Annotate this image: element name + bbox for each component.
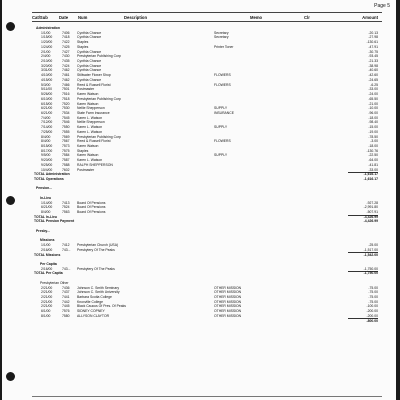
total-label: TOTAL In-Lieu [34, 214, 57, 219]
txn-description: Knoxville College [77, 299, 104, 304]
txn-amount: -20.13 [368, 30, 378, 35]
txn-amount: -24.65 [368, 77, 378, 82]
txn-description: Presbyterian Publishing Corp [77, 54, 121, 59]
txn-num: 7550 [62, 125, 70, 130]
txn-date: 2/1/00 [41, 49, 51, 54]
txn-memo: SUPPLY [214, 125, 228, 130]
txn-date: 2/16/00 [41, 247, 53, 252]
txn-amount: -75.00 [368, 294, 378, 299]
txn-description: Postmaster [77, 167, 95, 172]
txn-date: 7/25/00 [41, 129, 53, 134]
txn-amount: -15.00 [368, 125, 378, 130]
txn-num: 743... [62, 266, 71, 271]
txn-amount: -38.98 [368, 63, 378, 68]
txn-num: 7563 [62, 210, 70, 215]
txn-amount: -40.60 [368, 68, 378, 73]
txn-description: Cynthia Chance [77, 63, 102, 68]
txn-date: 6/10/00 [41, 96, 53, 101]
txn-date: 6/21/00 [41, 205, 53, 210]
total-row [2, 319, 396, 324]
txn-num: 7518 [62, 96, 70, 101]
txn-num: 7412 [62, 243, 70, 248]
txn-date: 3/20/00 [41, 63, 53, 68]
txn-amount: -200.00 [366, 309, 378, 314]
txn-description: Karen Watson [77, 101, 99, 106]
txn-amount: -200.00 [366, 313, 378, 318]
txn-amount: -927.28 [366, 200, 378, 205]
txn-num: 7546 [62, 120, 70, 125]
txn-memo: Secretary [214, 35, 229, 40]
txn-description: Postmaster [77, 87, 95, 92]
txn-amount: -19.00 [368, 129, 378, 134]
txn-date: 1/20/00 [41, 40, 53, 45]
column-header [32, 12, 382, 22]
txn-date: 8/17/00 [41, 148, 53, 153]
txn-description: Cynthia Chance [77, 35, 102, 40]
txn-date: 8/4/00 [41, 139, 51, 144]
txn-description: Cynthia Chance [77, 59, 102, 64]
txn-description: Staples [77, 148, 89, 153]
txn-date: 6/15/00 [41, 101, 53, 106]
header-amount: Amount [362, 14, 378, 20]
txn-num: 743... [62, 247, 71, 252]
txn-amount: -65.50 [368, 96, 378, 101]
txn-description: Black Caucus Of Pres. Of Peaks [77, 304, 126, 309]
total-label: TOTAL Per Capita [34, 271, 63, 276]
txn-amount: -100.00 [366, 304, 378, 309]
category-label: Pension... [36, 186, 53, 191]
txn-num: 7435 [62, 59, 70, 64]
txn-date: 2/21/00 [41, 299, 53, 304]
txn-num: 7576 [62, 309, 70, 314]
total-amount: -4,426.99 [363, 219, 378, 224]
header-clr: Clr [304, 14, 310, 20]
txn-amount: -27.98 [368, 35, 378, 40]
txn-description: Karen L. Watson [77, 115, 103, 120]
txn-amount: -30.75 [368, 49, 378, 54]
txn-amount: -41.81 [368, 162, 378, 167]
txn-description: Karen Watson [77, 92, 99, 97]
txn-amount: -75.00 [368, 285, 378, 290]
txn-amount: -2,991.80 [363, 205, 378, 210]
txn-num: 7584 [62, 153, 70, 158]
txn-description: Presbyterian Publishing Corp [77, 134, 121, 139]
txn-num: 7442 [62, 299, 70, 304]
txn-memo: OTHER MISSION [214, 313, 242, 318]
txn-description: Presbytery Of The Peaks [77, 247, 115, 252]
txn-num: 7534 [62, 110, 70, 115]
txn-description: Staples [77, 40, 89, 45]
txn-date: 5/3/00 [41, 82, 51, 87]
txn-amount: -33.00 [368, 167, 378, 172]
txn-date: 6/1/00 [41, 309, 51, 314]
txn-memo: Secretary [214, 30, 229, 35]
txn-memo: Printer Toner [214, 44, 234, 49]
txn-description: Karen L. Watson [77, 129, 103, 134]
txn-description: Cynthia Chance [77, 68, 102, 73]
txn-date: 6/21/00 [41, 106, 53, 111]
txn-amount: -25.00 [368, 243, 378, 248]
txn-memo: FLOWERS [214, 73, 231, 78]
header-description: Description [124, 14, 148, 20]
txn-date: 2/21/00 [41, 304, 53, 309]
txn-amount: -1,750.00 [363, 266, 378, 271]
txn-num: 7461 [62, 73, 70, 78]
txn-description: Cynthia Chance [77, 49, 102, 54]
txn-amount: -64.00 [368, 158, 378, 163]
txn-num: 7462 [62, 68, 70, 73]
txn-num: 7437 [62, 290, 70, 295]
subcategory-label: Per Capita [40, 261, 57, 266]
txn-num: 7427 [62, 49, 70, 54]
txn-date: 1/15/00 [41, 35, 53, 40]
txn-num: 7441 [62, 294, 70, 299]
txn-description: Johnson C. Smith Seminary [77, 285, 120, 290]
txn-description: SIDNEY COPNEY [77, 309, 105, 314]
txn-amount: -18.00 [368, 143, 378, 148]
txn-num: 7418 [62, 35, 70, 40]
txn-amount: -10.00 [368, 106, 378, 111]
subcategory-label: In-Lieu [40, 195, 52, 200]
txn-amount: -24.00 [368, 92, 378, 97]
txn-date: 5/11/00 [41, 87, 53, 92]
page-number: Page 5 [374, 3, 390, 9]
txn-description: State Farm Insurance [77, 110, 110, 115]
txn-num: 7569 [62, 134, 70, 139]
category-label: Presby... [36, 228, 50, 233]
txn-description: ALLYSON CLAYTOR [77, 313, 110, 318]
txn-date: 8/4/00 [41, 134, 51, 139]
txn-date: 2/21/00 [41, 290, 53, 295]
txn-num: 7425 [62, 44, 70, 49]
txn-num: 7516 [62, 92, 70, 97]
txn-amount: -47.91 [368, 44, 378, 49]
txn-description: Staples [77, 44, 89, 49]
txn-memo: OTHER MISSION [214, 294, 242, 299]
txn-date: 1/1/00 [41, 30, 51, 35]
total-amount: -1,616.17 [363, 172, 378, 177]
total-amount: -1,616.17 [363, 177, 378, 181]
txn-amount: -507.91 [366, 210, 378, 215]
txn-num: 7575 [62, 148, 70, 153]
total-label: TOTAL Administration [34, 172, 70, 177]
txn-date: 5/26/00 [41, 92, 53, 97]
txn-amount: -96.00 [368, 110, 378, 115]
txn-date: 6/21/00 [41, 110, 53, 115]
txn-date: 2/4/00 [41, 54, 51, 59]
txn-num: 7445 [62, 304, 70, 309]
txn-date: 7/14/00 [41, 125, 53, 130]
txn-description: Presbyterian Publishing Corp [77, 96, 121, 101]
total-amount: -1,750.00 [363, 271, 378, 276]
category-label: Administration [36, 26, 60, 30]
txn-memo: OTHER MISSION [214, 290, 242, 295]
txn-amount: -18.00 [368, 115, 378, 120]
txn-memo: OTHER MISSION [214, 309, 242, 314]
txn-amount: -93.45 [368, 54, 378, 59]
txn-amount: -98.40 [368, 120, 378, 125]
txn-num: 7573 [62, 143, 70, 148]
txn-description: Presbytery Of The Peaks [77, 266, 115, 271]
txn-memo: OTHER MISSION [214, 304, 242, 309]
txn-date: 2/10/00 [41, 59, 53, 64]
txn-date: 9/20/00 [41, 158, 53, 163]
txn-num: 7587 [62, 158, 70, 163]
txn-amount: -22.50 [368, 153, 378, 158]
txn-description: Board Of Pensions [77, 210, 106, 215]
txn-amount: -130.76 [366, 148, 378, 153]
total-amount: -4,426.99 [363, 214, 378, 219]
txn-memo: SUPPLY [214, 106, 228, 111]
txn-date: 3/31/00 [41, 68, 53, 73]
footer-rule [32, 396, 382, 397]
txn-description: Nellie Shepperson [77, 106, 105, 111]
total-amount: -1,542.00 [363, 252, 378, 257]
txn-date: 8/1/00 [41, 313, 51, 318]
subcategory-label: Presbyterian Other [40, 280, 69, 285]
txn-memo: FLOWERS [214, 139, 231, 144]
txn-num: 7424 [62, 63, 70, 68]
txn-amount: -78.50 [368, 134, 378, 139]
txn-num: 7406 [62, 30, 70, 35]
total-label: TOTAL Missions [34, 252, 61, 257]
txn-memo: OTHER MISSION [214, 299, 242, 304]
txn-description: Cynthia Chance [77, 77, 102, 82]
txn-amount: -33.00 [368, 87, 378, 92]
txn-date: 8/4/00 [41, 210, 51, 215]
txn-description: Reed & Russell Florist [77, 82, 111, 87]
txn-date: 2/21/00 [41, 285, 53, 290]
txn-description: Barbara Scotia College [77, 294, 112, 299]
txn-description: Nellie Shepperson [77, 120, 105, 125]
txn-amount: -75.00 [368, 290, 378, 295]
header-cat-sub: Cat/Sub [32, 14, 48, 20]
ledger-rows [2, 26, 396, 323]
txn-memo: OTHER MISSION [214, 285, 242, 290]
txn-date: 7/4/00 [41, 115, 51, 120]
header-num: Num [78, 14, 88, 20]
txn-description: Karen Watson [77, 143, 99, 148]
txn-num: 7436 [62, 285, 70, 290]
txn-date: 1/14/00 [41, 200, 53, 205]
txn-num: 7430 [62, 54, 70, 59]
txn-date: 10/4/00 [41, 167, 53, 172]
total-label: TOTAL Operations [34, 177, 64, 181]
txn-num: 7545 [62, 115, 70, 120]
txn-date: 4/15/00 [41, 77, 53, 82]
total-amount: -800.00 [366, 318, 378, 323]
txn-date: 1/24/00 [41, 44, 53, 49]
txn-description: Karen L. Watson [77, 125, 103, 130]
binder-hole [6, 372, 15, 381]
txn-num: 7413 [62, 200, 70, 205]
txn-amount: -42.60 [368, 73, 378, 78]
header-date: Date [59, 14, 69, 20]
txn-num: 7555 [62, 129, 70, 134]
txn-amount: -6.25 [370, 82, 378, 87]
txn-date: 2/16/00 [41, 266, 53, 271]
txn-date: 2/21/00 [41, 294, 53, 299]
txn-num: 7530 [62, 106, 70, 111]
txn-description: Cynthia Chance [77, 30, 102, 35]
txn-num: 7567 [62, 139, 70, 144]
txn-description: Johnson C. Smith University [77, 290, 120, 295]
txn-num: 7588 [62, 162, 70, 167]
txn-amount: -75.00 [368, 299, 378, 304]
txn-description: Karen L. Watson [77, 158, 103, 163]
txn-date: 4/10/00 [41, 73, 53, 78]
txn-amount: -130.61 [366, 40, 378, 45]
txn-description: Karen Watson [77, 153, 99, 158]
txn-description: Reed & Russell Florist [77, 139, 111, 144]
subcategory-label: Missions [40, 238, 55, 243]
txn-date: 9/5/00 [41, 153, 51, 158]
txn-memo: SUPPLY [214, 153, 228, 158]
txn-date: 9/25/00 [41, 162, 53, 167]
txn-description: Board Of Pensions [77, 200, 106, 205]
txn-memo: INSURANCE [214, 110, 234, 115]
txn-description: RALPH SHEPPERSON [77, 162, 113, 167]
txn-amount: -3.00 [370, 139, 378, 144]
txn-num: 7580 [62, 313, 70, 318]
txn-memo: FLOWERS [214, 82, 231, 87]
txn-num: 7520 [62, 101, 70, 106]
txn-num: 7602 [62, 167, 70, 172]
txn-amount: -21.33 [368, 59, 378, 64]
txn-date: 8/15/00 [41, 143, 53, 148]
txn-date: 1/1/00 [41, 243, 51, 248]
txn-amount: -1,517.00 [363, 247, 378, 252]
header-memo: Memo [250, 14, 263, 20]
report-page [2, 0, 396, 400]
txn-amount: -21.00 [368, 101, 378, 106]
txn-date: 7/12/00 [41, 120, 53, 125]
txn-description: Board Of Pensions [77, 205, 106, 210]
txn-description: Presbyterian Church (USA) [77, 243, 119, 248]
txn-num: 7501 [62, 87, 70, 92]
txn-num: 7524 [62, 205, 70, 210]
txn-description: Stillwater Flower Shop [77, 73, 111, 78]
total-label: TOTAL Pension Payment [34, 219, 75, 224]
txn-num: 7466 [62, 82, 70, 87]
txn-num: 7462 [62, 77, 70, 82]
txn-num: 7422 [62, 40, 70, 45]
